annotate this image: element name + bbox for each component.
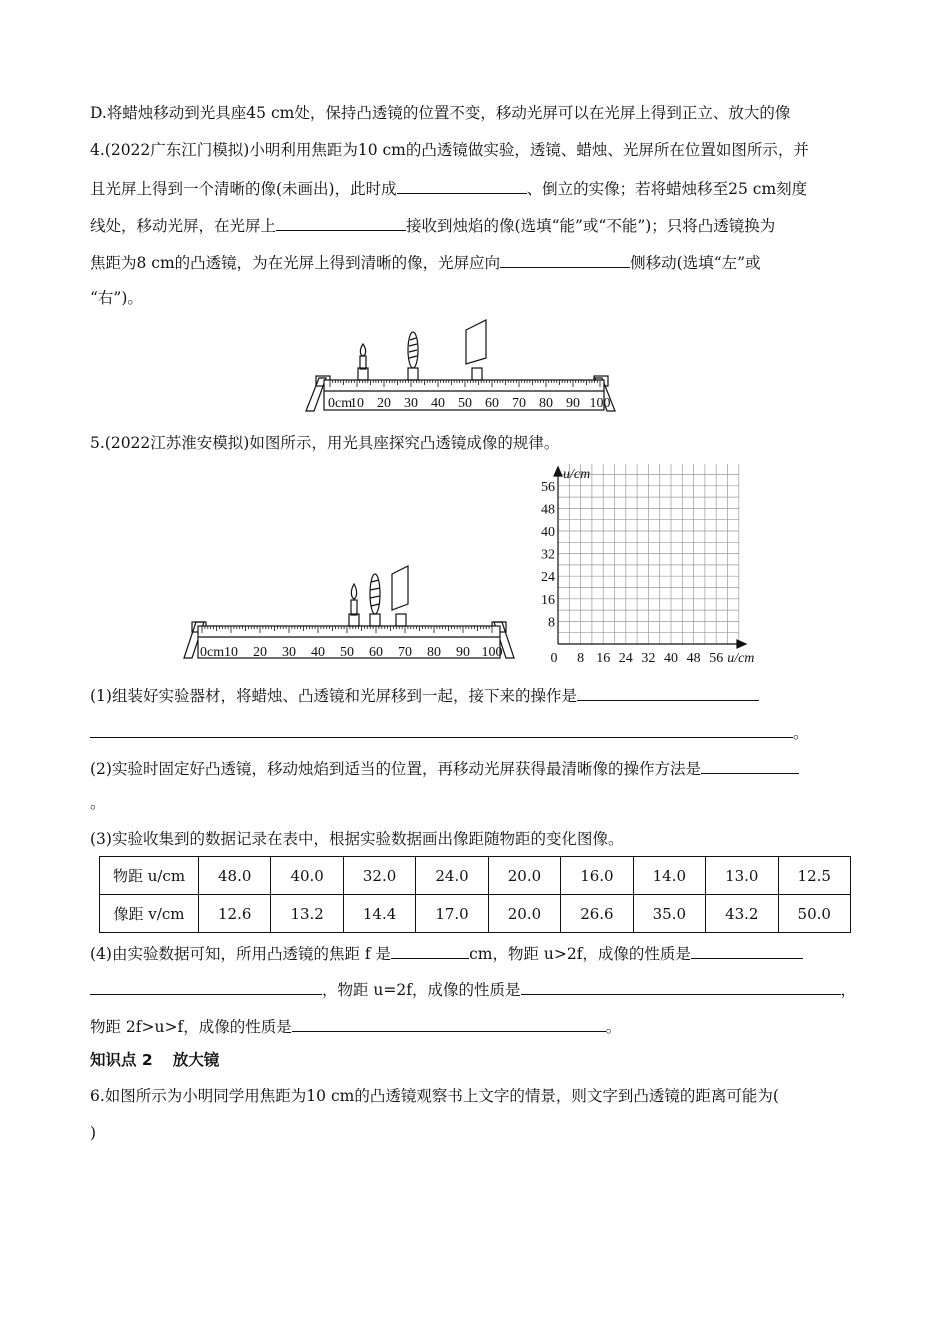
section-label: 知识点 2 xyxy=(90,1051,153,1069)
scale-label: 80 xyxy=(539,396,553,411)
table-cell: 50.0 xyxy=(778,895,851,933)
screen-holder xyxy=(472,368,482,380)
scale-label: 90 xyxy=(456,645,470,660)
q6-line-2: ) xyxy=(90,1124,97,1142)
q5-part-4-line3 xyxy=(90,1015,621,1037)
x-tick-label: 48 xyxy=(686,651,701,666)
table-cell: 20.0 xyxy=(488,895,560,933)
q4-text-4a: 焦距为8 cm的凸透镜，为在光屏上得到清晰的像，光屏应向 xyxy=(90,254,501,272)
q5-part-1-end: 。 xyxy=(793,724,809,742)
table-cell: 12.6 xyxy=(199,895,271,933)
q5-blank-2[interactable] xyxy=(701,757,799,774)
q5-part-4 xyxy=(90,942,803,964)
y-tick-label: 56 xyxy=(541,479,555,495)
y-tick-label: 40 xyxy=(541,525,555,540)
y-tick-label: 48 xyxy=(541,502,555,518)
scale-label: 100 xyxy=(589,396,611,411)
q5-part-4-comma: ， xyxy=(840,981,857,999)
x-tick-label: 56 xyxy=(709,651,724,666)
q4-blank-2[interactable] xyxy=(276,214,406,231)
table-cell: 14.4 xyxy=(343,895,415,933)
q4-line-1: 4.(2022广东江门模拟)小明利用焦距为10 cm的凸透镜做实验，透镜、蜡烛、光屏所在位置如图所示，并 xyxy=(90,141,809,159)
candle-flame xyxy=(351,584,356,599)
q4-text-3b: 接收到烛焰的像(选填“能”或“不能”)；只将凸透镜换为 xyxy=(406,217,776,235)
y-tick-label: 32 xyxy=(541,547,555,563)
candle-body xyxy=(351,600,357,615)
scale-label: 40 xyxy=(431,396,445,411)
table-cell: 20.0 xyxy=(488,857,560,895)
x-tick-label: 24 xyxy=(618,651,633,666)
lens-holder xyxy=(408,368,418,380)
x-axis-label: u/cm xyxy=(727,651,755,666)
scale-label: 50 xyxy=(458,396,472,411)
scale-label: 30 xyxy=(282,645,296,660)
scale-label: 20 xyxy=(377,396,391,411)
table-cell: 13.2 xyxy=(271,895,343,933)
screen-holder xyxy=(396,614,406,626)
q4-blank-3[interactable] xyxy=(500,251,630,268)
q4-text-2b: 、倒立的实像；若将蜡烛移至25 cm刻度 xyxy=(526,180,808,198)
x-tick-label: 0 xyxy=(550,651,558,666)
light-screen xyxy=(466,320,486,364)
scale-label: 80 xyxy=(427,645,441,660)
candle-holder xyxy=(358,368,368,380)
table-cell: 35.0 xyxy=(633,895,705,933)
x-tick-label: 40 xyxy=(664,651,678,666)
q4-text-2a: 且光屏上得到一个清晰的像(未画出)，此时成 xyxy=(90,180,397,198)
y-axis-arrow xyxy=(554,467,562,476)
scale-label: 20 xyxy=(253,645,267,660)
q5-part-1-cont xyxy=(90,721,809,743)
q5-part-2 xyxy=(90,757,799,779)
scale-label: 60 xyxy=(369,645,383,660)
uv-graph-grid xyxy=(535,464,775,669)
q5-part-4-end: 。 xyxy=(605,1018,622,1036)
scale-label: 30 xyxy=(404,396,418,411)
x-tick-label: 16 xyxy=(596,651,611,666)
row-label: 像距 v/cm xyxy=(100,895,199,933)
scale-label: 10 xyxy=(224,645,238,660)
q5-blank-nature-2[interactable] xyxy=(521,978,841,995)
table-cell: 24.0 xyxy=(416,857,488,895)
section-title: 放大镜 xyxy=(172,1051,220,1069)
q3-option-d: D.将蜡烛移动到光具座45 cm处，保持凸透镜的位置不变，移动光屏可以在光屏上得到正立、放大的像 xyxy=(90,104,791,122)
q4-line-2 xyxy=(90,177,807,199)
q6-line-1: 6.如图所示为小明同学用焦距为10 cm的凸透镜观察书上文字的情景，则文字到凸透镜的距离可能为( xyxy=(90,1087,779,1105)
table-cell: 43.2 xyxy=(706,895,778,933)
table-cell: 40.0 xyxy=(271,857,343,895)
scale-label: 90 xyxy=(566,396,580,411)
q5-part-4-line2 xyxy=(90,978,856,1000)
q4-blank-1[interactable] xyxy=(397,177,527,194)
table-cell: 14.0 xyxy=(633,857,705,895)
y-tick-label: 24 xyxy=(541,570,555,586)
table-row-image-distance xyxy=(100,895,851,933)
q5-blank-focal[interactable] xyxy=(391,942,469,959)
candle-flame xyxy=(360,344,365,356)
table-cell: 17.0 xyxy=(416,895,488,933)
x-tick-label: 8 xyxy=(577,651,585,666)
row-label: 物距 u/cm xyxy=(100,857,199,895)
q5-part-4d: 物距 2f>u>f，成像的性质是 xyxy=(90,1018,292,1036)
table-cell: 26.6 xyxy=(561,895,633,933)
q5-part-2-end: 。 xyxy=(90,794,106,812)
q5-blank-nature-1a[interactable] xyxy=(691,942,803,959)
y-axis-label: u/cm xyxy=(563,467,591,482)
q5-part-2-text: (2)实验时固定好凸透镜，移动烛焰到适当的位置，再移动光屏获得最清晰像的操作方法是 xyxy=(90,760,701,778)
optical-bench-figure-2 xyxy=(180,560,520,664)
q5-blank-nature-3[interactable] xyxy=(292,1015,606,1032)
table-cell: 13.0 xyxy=(706,857,778,895)
q4-line-4 xyxy=(90,251,761,273)
q5-part-4c: ，物距 u=2f，成像的性质是 xyxy=(322,981,521,999)
table-cell: 32.0 xyxy=(343,857,415,895)
q5-part-1-text: (1)组装好实验器材，将蜡烛、凸透镜和光屏移到一起，接下来的操作是 xyxy=(90,687,577,705)
lens-holder xyxy=(370,614,380,626)
q5-part-3: (3)实验收集到的数据记录在表中，根据实验数据画出像距随物距的变化图像。 xyxy=(90,830,624,848)
scale-label: 10 xyxy=(350,396,364,411)
q5-part-1 xyxy=(90,684,759,706)
q4-line-5: “右”)。 xyxy=(90,289,143,307)
candle-body xyxy=(360,356,366,369)
table-cell: 12.5 xyxy=(778,857,851,895)
x-axis-arrow xyxy=(737,640,746,648)
q4-text-4b: 侧移动(选填“左”或 xyxy=(630,254,761,272)
table-row-object-distance xyxy=(100,857,851,895)
scale-label: 0cm xyxy=(200,645,225,660)
q5-blank-1a[interactable] xyxy=(577,684,759,701)
data-table xyxy=(99,856,851,933)
scale-label: 40 xyxy=(311,645,325,660)
q5-blank-nature-1b[interactable] xyxy=(90,978,322,995)
q4-text-3a: 线处，移动光屏，在光屏上 xyxy=(90,217,277,235)
light-screen xyxy=(392,566,408,610)
optical-bench-figure-1 xyxy=(300,318,625,418)
q5-part-4a: (4)由实验数据可知，所用凸透镜的焦距 f 是 xyxy=(90,945,392,963)
scale-label: 0cm xyxy=(328,396,353,411)
q4-line-3 xyxy=(90,214,775,236)
y-tick-label: 8 xyxy=(548,615,555,631)
scale-label: 100 xyxy=(481,645,503,660)
scale-label: 50 xyxy=(340,645,354,660)
scale-label: 60 xyxy=(485,396,499,411)
table-cell: 16.0 xyxy=(561,857,633,895)
y-tick-label: 16 xyxy=(541,592,555,608)
x-tick-label: 32 xyxy=(641,651,656,666)
q5-part-4b: cm，物距 u>2f，成像的性质是 xyxy=(469,945,691,963)
scale-label: 70 xyxy=(512,396,526,411)
candle-holder xyxy=(349,614,359,626)
scale-label: 70 xyxy=(398,645,412,660)
section-heading xyxy=(90,1050,219,1070)
table-cell: 48.0 xyxy=(199,857,271,895)
q5-blank-1b[interactable] xyxy=(90,721,793,738)
q5-intro: 5.(2022江苏淮安模拟)如图所示，用光具座探究凸透镜成像的规律。 xyxy=(90,434,560,452)
